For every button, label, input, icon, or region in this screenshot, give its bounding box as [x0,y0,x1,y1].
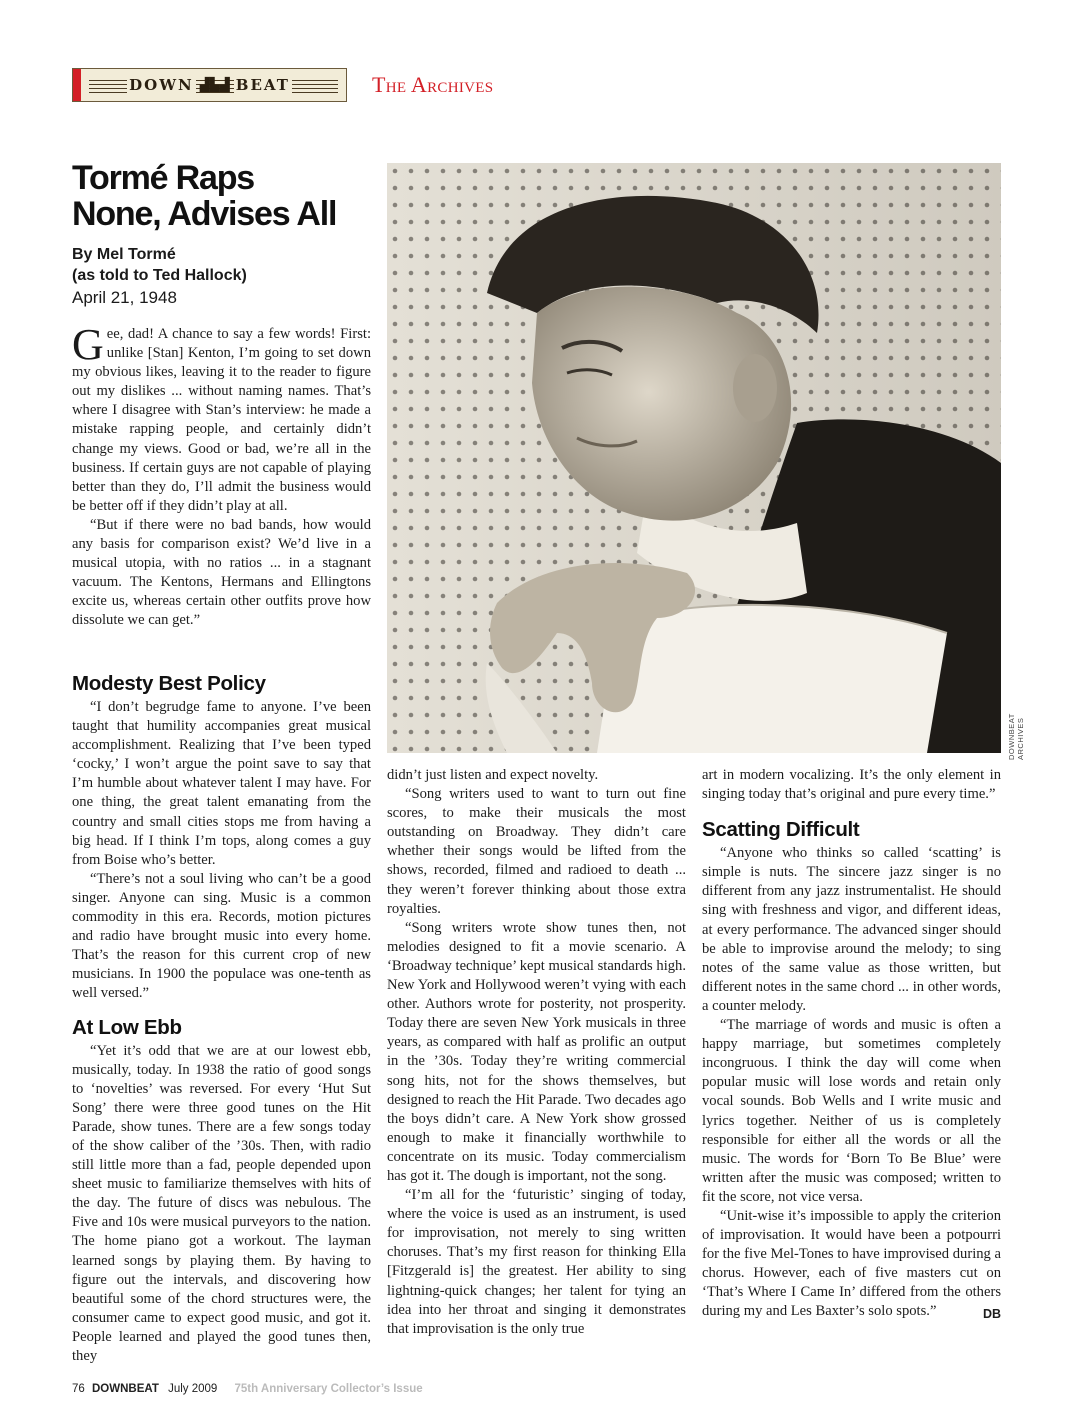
paragraph-8-continued: art in modern vocalizing. It’s the only element in singing today that’s original and pure every time.” [702,767,1001,803]
column-3 [702,766,1001,1325]
subhead-scatting: Scatting Difficult [702,818,860,842]
page-footer [72,1383,423,1395]
headline-line-2: None, Advises All [72,195,337,233]
paragraph-4: “There’s not a soul living who can’t be a good singer. Anyone can sing. Music is a common commodity in this era. Records, motion pictures and radio have brought music into every home. That’s the reason for this current crop of new musicians. In 1900 the populace was one-tenth as well versed.” [72,870,371,1002]
paragraph-2: “But if there were no bad bands, how would any basis for comparison exist? We’d live in a musical utopia, with no ratios ... in a stagnant vacuum. The Kentons, Hermans and Ellingtons excite us, whereas certain other outfits prove how dissolute we can get.” [72,516,371,629]
footer-magazine: DOWNBEAT [92,1383,159,1395]
page-number: 76 [72,1383,85,1395]
logo-word-down: DOWN [129,76,194,94]
logo-word-beat: BEAT [235,76,290,94]
paragraph-6: “Song writers used to want to turn out fine scores, to make their musicals the most outstanding on Broadway. They didn’t care whether their songs would be lifted from the shows, recorded, filmed and radioed to death ... they weren’t forever thinking about those extra royalties. [387,786,686,917]
article-headline [72,160,372,232]
paragraph-5-continued: didn’t just listen and expect novelty. [387,767,599,783]
paragraph-5: “Yet it’s odd that we are at our lowest ebb, musically, today. In 1938 the ratio of good songs to ‘novelties’ was reversed. For every ‘Hut Sut Song’ there were three good tunes on the Hit Parade, show tunes. There are a few songs today of the show caliber of the ’30s. Then, with radio still little more than a fad, people depended upon sheet music to familiarize themselves with hits of the day. The future of discs was nebulous. The Five and 10s were musical purveyors to the nation. The home piano got a workout. The layman learned songs by playing them. By having to figure out the intervals, and discovering how beautiful some of the chord structures were, the consumer came to expect good music, and got it. People learned and played the good tunes then, they [72,1042,371,1364]
paragraph-7: “Song writers wrote show tunes then, not melodies designed to fit a movie scenario. A ‘Broadway technique’ kept musical standards high. New York and Hollywood weren’t vying with each other. Authors wrote for posterity, not prosperity. Today there are seven New York musicals in three years, as compared with half as prolific an output in the ’30s. Today they’re writing commercial song hits, not for the shows themselves, but designed to reach the Hit Parade. Two decades ago the boys didn’t care. A New York show grossed enough to make it financially worthwhile to concentrate on its music. Today commercialism has got it. The dough is important, not the song. [387,919,686,1184]
headline-line-1: Tormé Raps [72,159,254,197]
paragraph-8: “I’m all for the ‘futuristic’ singing of today, where the voice is used as an instrument, is used for improvisation, not merely to sing written choruses. That’s my first reason for thinking Ella [Fitzgerald is] the greatest. Her ability to sing lightning-quick changes; her talent for tying an idea into her throat and singing it demonstrates that improvisation is the only true [387,1187,686,1337]
footer-date: July 2009 [168,1383,218,1395]
logo-red-bar [73,69,81,101]
subhead-low-ebb: At Low Ebb [72,1015,182,1039]
photo-credit: DOWNBEAT ARCHIVES [1007,713,1025,760]
logo-skyline-icon: ▟▙▟ [199,77,230,92]
paragraph-9: “Anyone who thinks so called ‘scatting’ is simple is nuts. The sincere jazz singer is no different from any jazz instrumentalist. He should sing with freshness and vigor, and different ideas, at every performance. The advanced singer should be able to improvise around the melody; to sing notes of the same value as those written, but different notes in the same chord ... in other words, a counter melody. [702,845,1001,1014]
byline: By Mel Tormé [72,246,176,263]
portrait-illustration [387,163,1001,753]
footer-issue: 75th Anniversary Collector’s Issue [234,1383,423,1395]
photo-mel-torme [387,163,1001,753]
paragraph-11: “Unit-wise it’s impossible to apply the criterion of improvisation. It would have been a potpourri for the five Mel-Tones to have improvised during a chorus. However, each of five masters cut on ‘That’s Where I Came In’ differed from the others during my and Les Baxter’s solo spots.” DB [702,1207,1001,1322]
section-label: The Archives [372,72,494,97]
dateline: April 21, 1948 [72,288,177,307]
column-1-lower [72,664,371,1366]
subhead-modesty: Modesty Best Policy [72,672,266,695]
paragraph-1: Gee, dad! A chance to say a few words! First: unlike [Stan] Kenton, I’m going to set down my obvious likes, leaving it to the reader to figure out my dislikes ... without naming names. That’s where I disagree with Stan’s interview: he made a mistake rapping people, and certainly didn’t change my views. Good or bad, we’re all in the business. If certain guys are not capable of playing better than they do, I’ll admit the business would be better off if they didn’t play at all. [72,320,371,514]
column-1-upper [72,320,371,631]
column-2 [387,766,686,1339]
downbeat-logo [72,68,347,102]
end-mark: DB [982,1307,1001,1322]
drop-cap: G [72,320,104,369]
paragraph-3: “I don’t begrudge fame to anyone. I’ve been taught that humility accompanies great musical accomplishment. Realizing that I’ve been typed ‘cocky,’ I won’t argue the point save to say that I’m humble about whatever talent I may have. For one thing, the great talent emanating from the country and small cities stops me from having a big head. If I think I’m tops, along comes a guy from Boise who’s better. [72,699,371,868]
paragraph-10: “The marriage of words and music is often a happy marriage, but sometimes completely incongruous. I think the day will come when popular music will lose words and retain only vocal sounds. Bob Wells and I write music and lyrics together. Neither of us is completely responsible for either all the words or all the music. The words for ‘Born To Be Blue’ were written after the music was composed; written to fit the score, not vice versa. [702,1017,1001,1205]
byline-sub: (as told to Ted Hallock) [72,267,247,284]
